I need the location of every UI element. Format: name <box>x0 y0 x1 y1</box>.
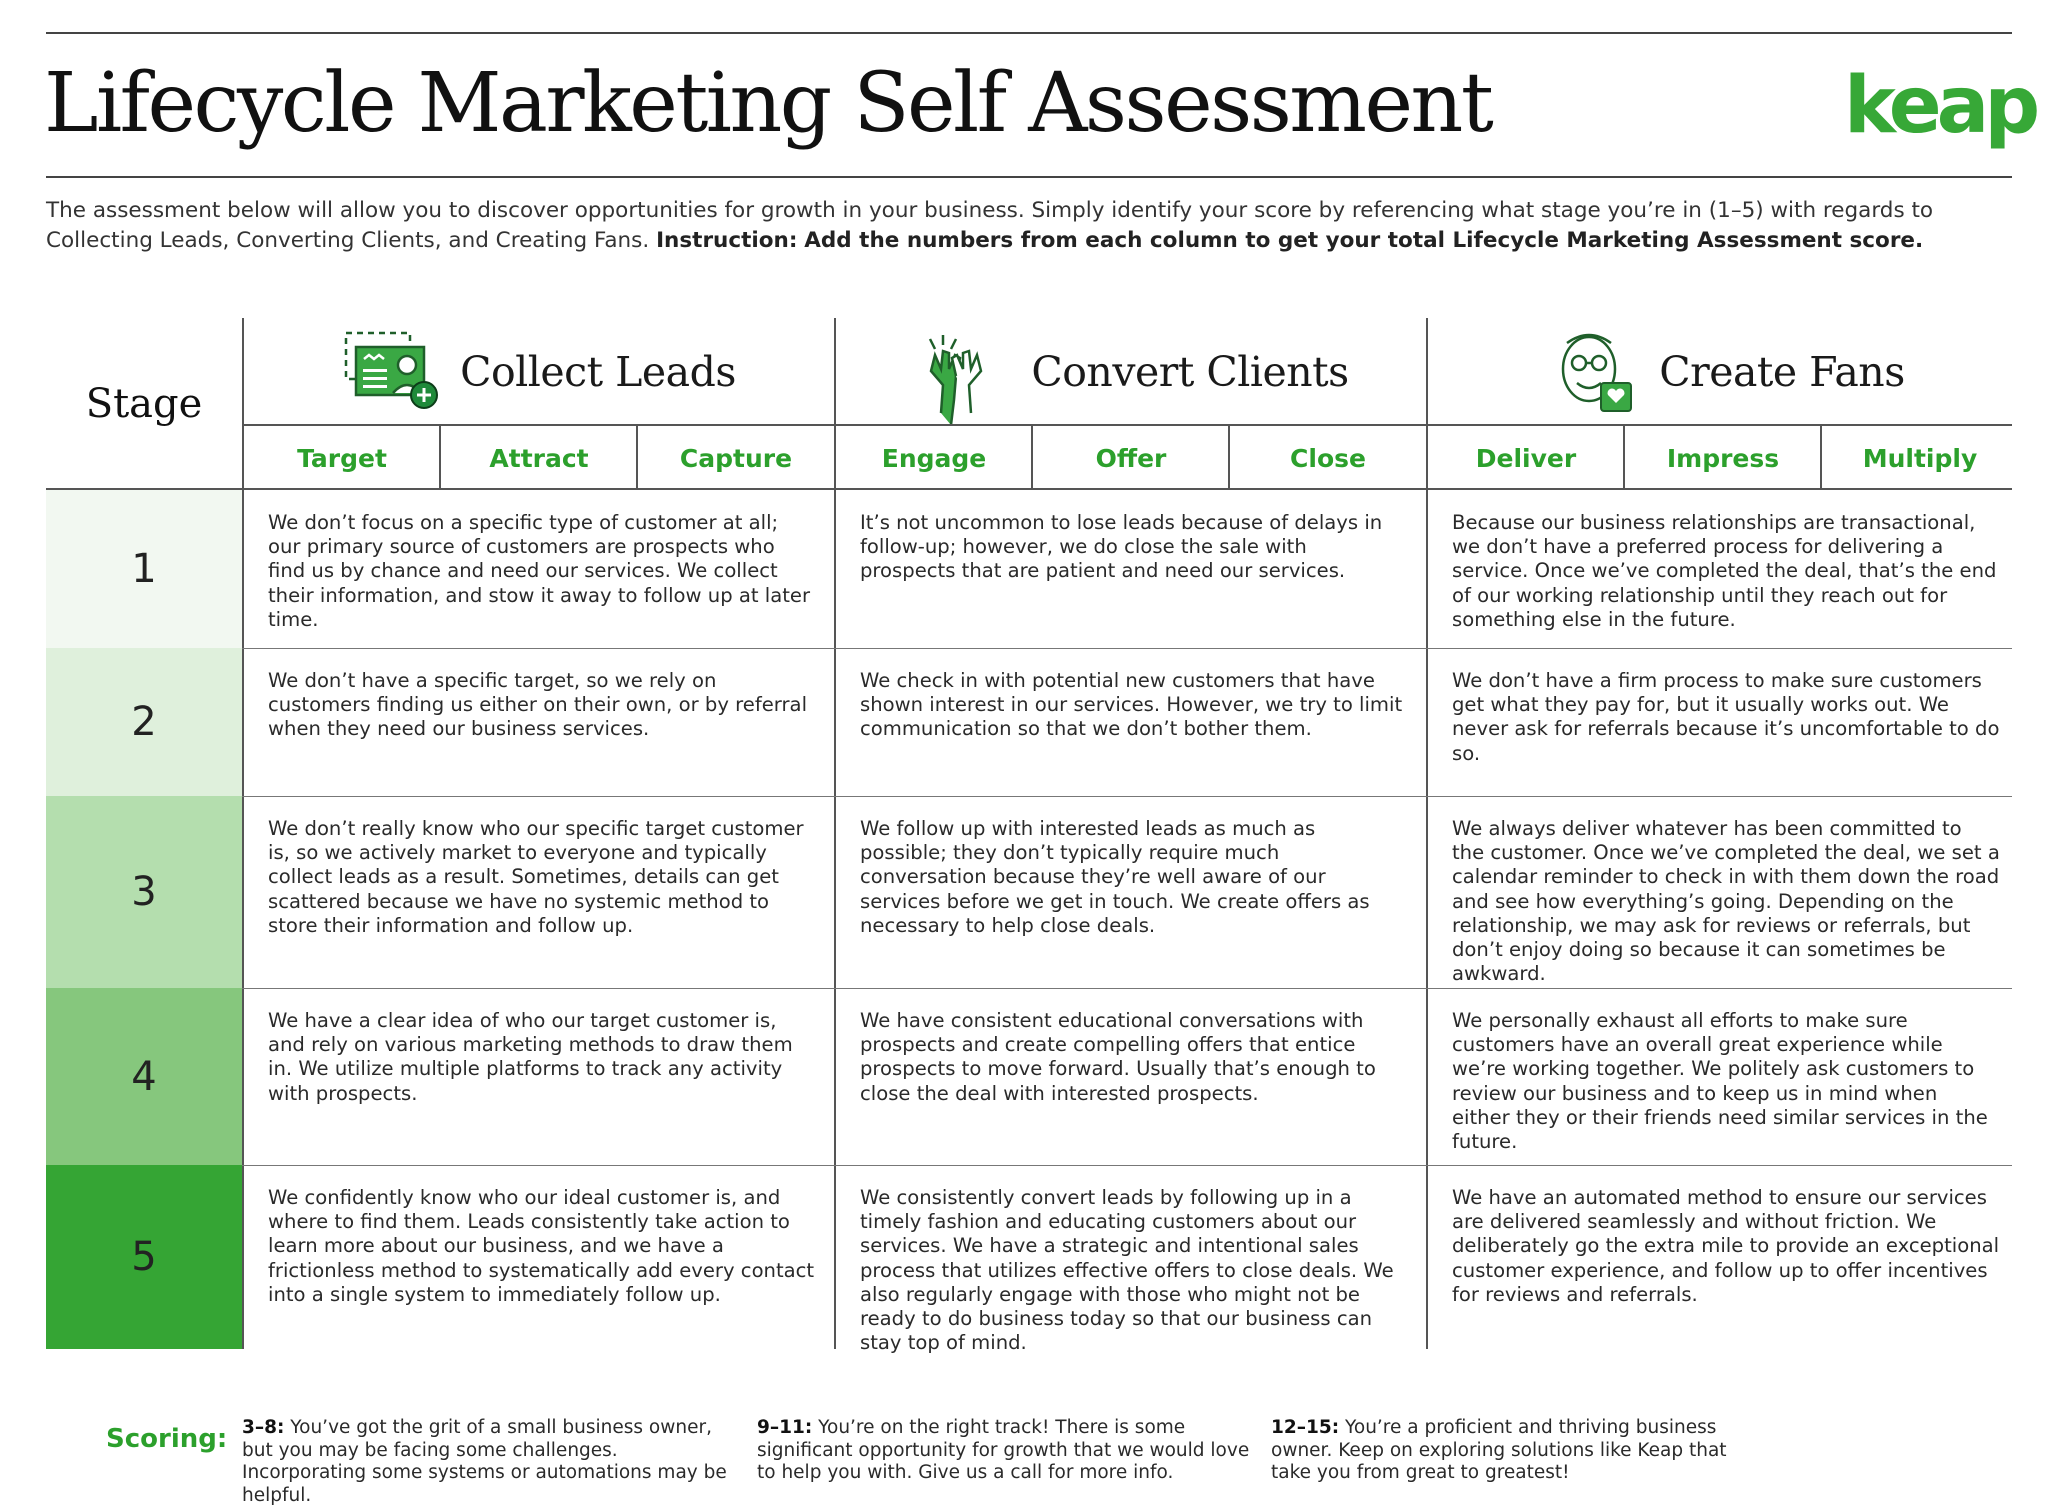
sub-header-offer: Offer <box>1095 443 1167 473</box>
score-description: You’re on the right track! There is some significant opportunity for growth that we would love to help you with. Give us a call for more info. <box>757 1417 1250 1483</box>
description-cell: We consistently convert leads by following up in a timely fashion and educating customers about our services. We have a strategic and intentional sales process that utilizes effective offers to close deals. We also regularly engage with those who might not be ready to do business today so that our business can stay top of mind. <box>860 1186 1394 1355</box>
stage-number: 3 <box>46 796 242 988</box>
score-range: 9–11: <box>757 1417 813 1438</box>
sub-header-impress: Impress <box>1666 443 1780 473</box>
description-cell: We don’t have a specific target, so we rely on customers finding us either on their own, or by referral when they need our business services. <box>268 669 808 741</box>
high-five-icon <box>913 329 1013 415</box>
description-cell: We have an automated method to ensure our services are delivered seamlessly and without friction. We deliberately go the extra mile to provide an exceptional customer experience, and follow up to offer incentives for reviews and referrals. <box>1452 1186 2000 1306</box>
svg-text:keap: keap <box>1844 61 2036 151</box>
description-cell: We confidently know who our ideal customer is, and where to find them. Leads consistently take action to learn more about our business, and we have a frictionless method to systematically add every contact into a single system to immediately follow up. <box>268 1186 815 1306</box>
instruction-text: Add the numbers from each column to get your total Lifecycle Marketing Assessment score. <box>804 228 1924 253</box>
description-cell: We have a clear idea of who our target customer is, and rely on various marketing methods to draw them in. We utilize multiple platforms to track any activity with prospects. <box>268 1009 793 1105</box>
stage-number: 4 <box>46 988 242 1165</box>
sub-header-engage: Engage <box>881 443 987 473</box>
column-header-convert-clients <box>836 318 1426 426</box>
score-range-mid <box>757 1417 1257 1485</box>
description-cell: We personally exhaust all efforts to make sure customers have an overall great experience while we’re working together. We politely ask customers to review our business and to keep us in mind when either they or their friends need similar services in the future. <box>1452 1009 1988 1154</box>
score-range: 12–15: <box>1271 1417 1340 1438</box>
description-cell: We don’t focus on a specific type of customer at all; our primary source of customers are prospects who find us by chance and need our services. We collect their information, and stow it away to follow up at later time. <box>268 511 811 631</box>
page-title: Lifecycle Marketing Self Assessment <box>44 56 1492 151</box>
description-cell: We always deliver whatever has been committed to the customer. Once we’ve completed the deal, we set a calendar reminder to check in with them down the road and see how everything’s going. Depending on the relationship, we may ask for reviews or referrals, but don’t enjoy doing so because it can sometimes be awkward. <box>1452 817 2000 986</box>
sub-header-target: Target <box>297 443 387 473</box>
stage-number: 5 <box>46 1165 242 1349</box>
description-cell: We don’t have a firm process to make sure customers get what they pay for, but it usually works out. We never ask for referrals because it’s uncomfortable to do so. <box>1452 669 2000 765</box>
grid-line <box>1031 426 1033 488</box>
sub-header-deliver: Deliver <box>1475 443 1577 473</box>
score-range-low <box>242 1417 742 1507</box>
description-cell: We check in with potential new customers that have shown interest in our services. However, we try to limit communication so that we don’t bother them. <box>860 669 1403 741</box>
sub-header-attract: Attract <box>489 443 589 473</box>
grid-line <box>1623 426 1625 488</box>
happy-customer-icon <box>1541 329 1641 415</box>
grid-line <box>439 426 441 488</box>
instruction-label: Instruction: <box>656 228 798 253</box>
sub-header-close: Close <box>1290 443 1366 473</box>
grid-line <box>242 796 2012 797</box>
grid-line <box>242 424 2012 426</box>
column-header-create-fans <box>1428 318 2018 426</box>
sub-header-capture: Capture <box>679 443 793 473</box>
grid-line <box>1228 426 1230 488</box>
column-title: Collect Leads <box>460 348 736 396</box>
stage-number: 2 <box>46 648 242 796</box>
description-cell: We have consistent educational conversations with prospects and create compelling offers that entice prospects to move forward. Usually that’s enough to close the deal with interested prospects. <box>860 1009 1376 1105</box>
grid-line <box>242 1165 2012 1166</box>
description-cell: It’s not uncommon to lose leads because of delays in follow-up; however, we do close the sale with prospects that are patient and need our services. <box>860 511 1383 583</box>
column-title: Create Fans <box>1659 348 1905 396</box>
column-header-collect-leads <box>244 318 834 426</box>
score-range: 3–8: <box>242 1417 285 1438</box>
stage-number: 1 <box>46 490 242 648</box>
grid-line <box>1820 426 1822 488</box>
grid-line <box>242 648 2012 649</box>
stage-header: Stage <box>85 381 203 427</box>
grid-line <box>636 426 638 488</box>
grid-line <box>242 318 244 1349</box>
score-description: You’re a proficient and thriving business owner. Keep on exploring solutions like Keap that take you from great to greatest! <box>1271 1417 1727 1483</box>
grid-line <box>1426 318 1428 1349</box>
grid-line <box>46 488 2012 490</box>
score-range-high <box>1271 1417 1771 1485</box>
intro-text: The assessment below will allow you to discover opportunities for growth in your business. Simply identify your score by referencing what stage you’re in (1–5) with regards to Collecting Leads, Converting Clients, and Creating Fans. <box>46 198 1934 253</box>
column-title: Convert Clients <box>1031 348 1349 396</box>
scoring-label: Scoring: <box>106 1424 228 1454</box>
score-description: You’ve got the grit of a small business owner, but you may be facing some challenges. Incorporating some systems or automations may be helpful. <box>242 1417 727 1506</box>
grid-line <box>834 318 836 1349</box>
description-cell: We don’t really know who our specific target customer is, so we actively market to everyone and typically collect leads as a result. Sometimes, details can get scattered because we have no systemic method to store their information and follow up. <box>268 817 804 937</box>
description-cell: Because our business relationships are transactional, we don’t have a preferred process for delivering a service. Once we’ve completed the deal, that’s the end of our working relationship until they reach out for something else in the future. <box>1452 511 1997 631</box>
sub-header-multiply: Multiply <box>1862 443 1978 473</box>
grid-line <box>242 988 2012 989</box>
description-cell: We follow up with interested leads as much as possible; they don’t typically require much conversation because they’re well aware of our services before we get in touch. We create offers as necessary to help close deals. <box>860 817 1370 937</box>
collect-leads-icon <box>342 329 442 415</box>
